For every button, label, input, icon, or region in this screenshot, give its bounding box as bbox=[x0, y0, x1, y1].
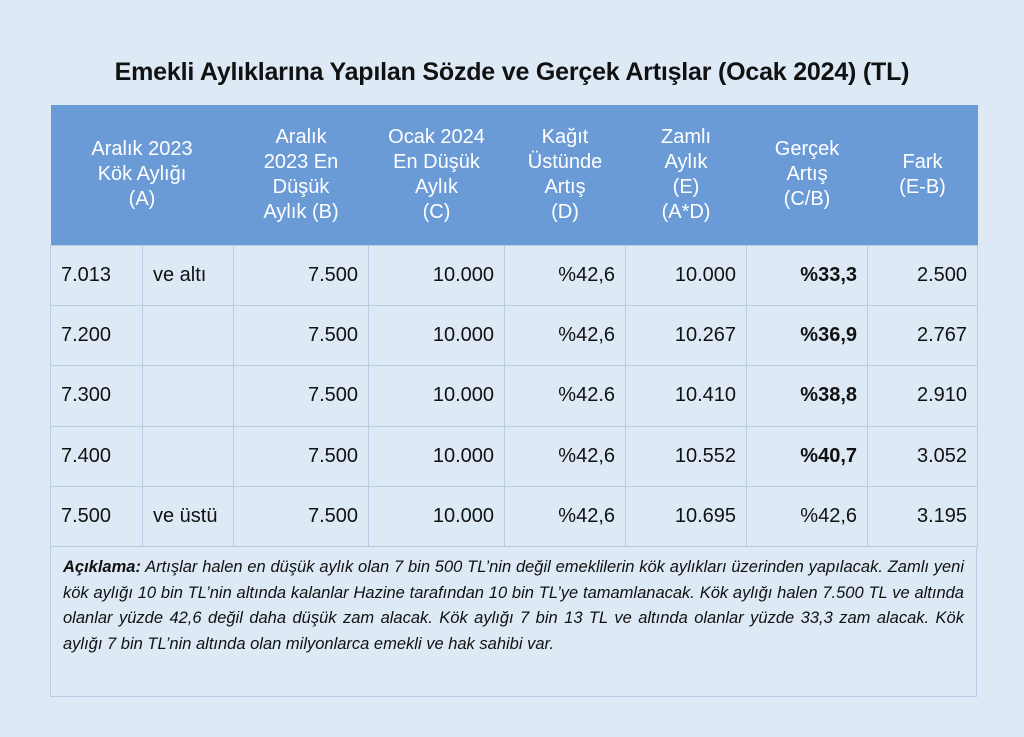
header-line: Ocak 2024 bbox=[388, 125, 485, 148]
cell-raised-pension: 10.410 bbox=[626, 366, 747, 426]
header-root-pension bbox=[51, 105, 234, 245]
header-line: Gerçek bbox=[774, 138, 840, 161]
cell-lowest-dec-2023: 7.500 bbox=[234, 305, 369, 365]
header-line: Aralık bbox=[275, 125, 327, 148]
header-line: Fark bbox=[902, 150, 943, 173]
cell-difference: 2.500 bbox=[868, 245, 978, 305]
header-line: Düşük bbox=[272, 175, 330, 198]
table-row bbox=[51, 305, 978, 365]
header-line: Artış bbox=[786, 163, 828, 186]
cell-range-suffix bbox=[143, 305, 234, 365]
cell-difference: 2.910 bbox=[868, 366, 978, 426]
cell-real-increase: %36,9 bbox=[747, 305, 868, 365]
cell-raised-pension: 10.000 bbox=[626, 245, 747, 305]
cell-paper-increase: %42,6 bbox=[505, 487, 626, 547]
table-row bbox=[51, 366, 978, 426]
cell-root-pension: 7.500 bbox=[51, 487, 143, 547]
cell-lowest-jan-2024: 10.000 bbox=[369, 245, 505, 305]
header-line: Zamlı bbox=[661, 125, 712, 148]
header-line: (A*D) bbox=[661, 200, 711, 223]
cell-lowest-dec-2023: 7.500 bbox=[234, 487, 369, 547]
cell-range-suffix: ve altı bbox=[143, 245, 234, 305]
cell-lowest-dec-2023: 7.500 bbox=[234, 245, 369, 305]
header-line: En Düşük bbox=[393, 150, 480, 173]
header-line: Kök Aylığı bbox=[97, 163, 187, 186]
cell-root-pension: 7.200 bbox=[51, 305, 143, 365]
header-difference bbox=[868, 105, 978, 245]
header-line: (E) bbox=[672, 175, 700, 198]
cell-real-increase: %40,7 bbox=[747, 426, 868, 486]
header-line: (C/B) bbox=[783, 188, 831, 211]
cell-real-increase: %38,8 bbox=[747, 366, 868, 426]
page-title: Emekli Aylıklarına Yapılan Sözde ve Gerçek Artışlar (Ocak 2024) (TL) bbox=[114, 58, 910, 86]
cell-lowest-jan-2024: 10.000 bbox=[369, 305, 505, 365]
cell-lowest-jan-2024: 10.000 bbox=[369, 426, 505, 486]
header-lowest-jan-2024 bbox=[369, 105, 505, 245]
cell-range-suffix bbox=[143, 366, 234, 426]
header-line: Kağıt bbox=[541, 125, 589, 148]
cell-paper-increase: %42,6 bbox=[505, 426, 626, 486]
header-line: 2023 En bbox=[263, 150, 339, 173]
explanation-text: Artışlar halen en düşük aylık olan 7 bin 500 TL’nin değil emeklilerin kök aylıkları üzerinden yapılacak. Zamlı yeni kök aylığı 10 bin TL’nin altında kalanlar Hazine tarafından 10 bin TL’ye tamamlanacak. Kök aylığı halen 7.500 TL ve altında olanlar yüzde 42,6 değil daha düşük zam alacak. Kök aylığı 7 bin 13 TL ve altında olanlar yüzde 33,3 zam alacak. Kök aylığı 7 bin TL’nin altında olan milyonlarca emekli ve hak sahibi var. bbox=[63, 558, 964, 653]
cell-raised-pension: 10.695 bbox=[626, 487, 747, 547]
header-line: Aylık bbox=[415, 175, 458, 198]
cell-lowest-dec-2023: 7.500 bbox=[234, 426, 369, 486]
table-row bbox=[51, 487, 978, 547]
header-line: (D) bbox=[551, 200, 579, 223]
cell-root-pension: 7.300 bbox=[51, 366, 143, 426]
cell-lowest-jan-2024: 10.000 bbox=[369, 366, 505, 426]
cell-paper-increase: %42.6 bbox=[505, 366, 626, 426]
cell-range-suffix bbox=[143, 426, 234, 486]
cell-real-increase: %42,6 bbox=[747, 487, 868, 547]
header-line: Artış bbox=[544, 175, 586, 198]
header-line: (C) bbox=[422, 200, 451, 223]
explanation-label: Açıklama: bbox=[63, 558, 141, 576]
cell-root-pension: 7.400 bbox=[51, 426, 143, 486]
header-line: (E-B) bbox=[899, 175, 946, 198]
header-paper-increase bbox=[505, 105, 626, 245]
cell-raised-pension: 10.552 bbox=[626, 426, 747, 486]
header-line: Aylık (B) bbox=[263, 200, 339, 223]
cell-root-pension: 7.013 bbox=[51, 245, 143, 305]
cell-paper-increase: %42,6 bbox=[505, 305, 626, 365]
cell-lowest-jan-2024: 10.000 bbox=[369, 487, 505, 547]
header-line: (A) bbox=[128, 188, 156, 211]
cell-range-suffix: ve üstü bbox=[143, 487, 234, 547]
header-line: Üstünde bbox=[527, 150, 603, 173]
table-header-row bbox=[51, 105, 978, 245]
cell-paper-increase: %42,6 bbox=[505, 245, 626, 305]
cell-lowest-dec-2023: 7.500 bbox=[234, 366, 369, 426]
table-row bbox=[51, 426, 978, 486]
pension-table bbox=[50, 105, 978, 547]
header-line: Aralık 2023 bbox=[91, 138, 193, 161]
header-raised-pension bbox=[626, 105, 747, 245]
cell-real-increase: %33,3 bbox=[747, 245, 868, 305]
header-lowest-dec-2023 bbox=[234, 105, 369, 245]
header-line: Aylık bbox=[664, 150, 708, 173]
cell-raised-pension: 10.267 bbox=[626, 305, 747, 365]
cell-difference: 3.195 bbox=[868, 487, 978, 547]
cell-difference: 3.052 bbox=[868, 426, 978, 486]
cell-difference: 2.767 bbox=[868, 305, 978, 365]
explanation-note bbox=[50, 546, 977, 697]
header-real-increase bbox=[747, 105, 868, 245]
table-row bbox=[51, 245, 978, 305]
